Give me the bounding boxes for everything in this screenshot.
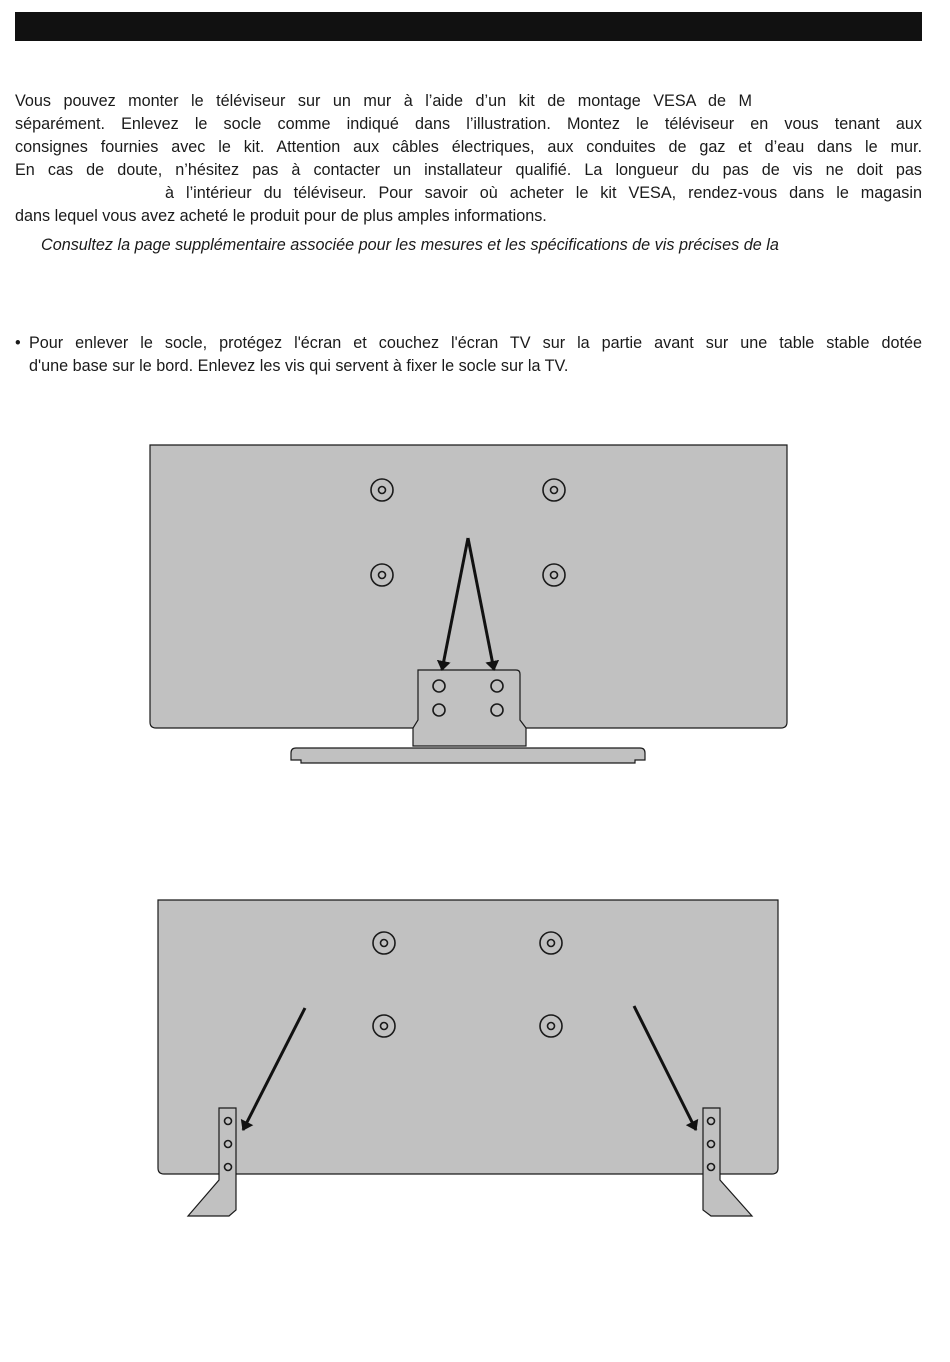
intro-paragraph <box>15 90 922 228</box>
header-bar <box>15 12 922 41</box>
intro-line: Vous pouvez monter le téléviseur sur un mur à l’aide d’un kit de montage VESA de M <box>15 92 752 110</box>
intro-line: séparément. Enlevez le socle comme indiqué dans l’illustration. Montez le téléviseur en vous tenant aux <box>15 115 922 133</box>
tv-back-panel <box>158 900 778 1174</box>
intro-line: à l’intérieur du téléviseur. Pour savoir où acheter le kit VESA, rendez-vous dans le magasin <box>165 184 922 202</box>
stand-base <box>291 748 645 763</box>
bullet-icon: • <box>15 334 21 352</box>
note-paragraph: Consultez la page supplémentaire associée pour les mesures et les spécifications de vis précises de la <box>41 236 779 254</box>
bullet-line: d'une base sur le bord. Enlevez les vis qui servent à fixer le socle sur la TV. <box>29 357 569 375</box>
intro-line: dans lequel vous avez acheté le produit pour de plus amples informations. <box>15 207 547 225</box>
intro-line: consignes fournies avec le kit. Attention aux câbles électriques, aux conduites de gaz et d’eau dans le mur. <box>15 138 922 156</box>
stand-neck <box>413 670 526 746</box>
tv-back-center-stand-diagram <box>0 430 950 780</box>
tv-back-feet-stand-diagram <box>0 890 950 1230</box>
bullet-line: Pour enlever le socle, protégez l'écran et couchez l'écran TV sur la partie avant sur une table stable dotée <box>29 334 922 352</box>
intro-line: En cas de doute, n’hésitez pas à contacter un installateur qualifié. La longueur du pas de vis ne doit pas <box>15 161 922 179</box>
